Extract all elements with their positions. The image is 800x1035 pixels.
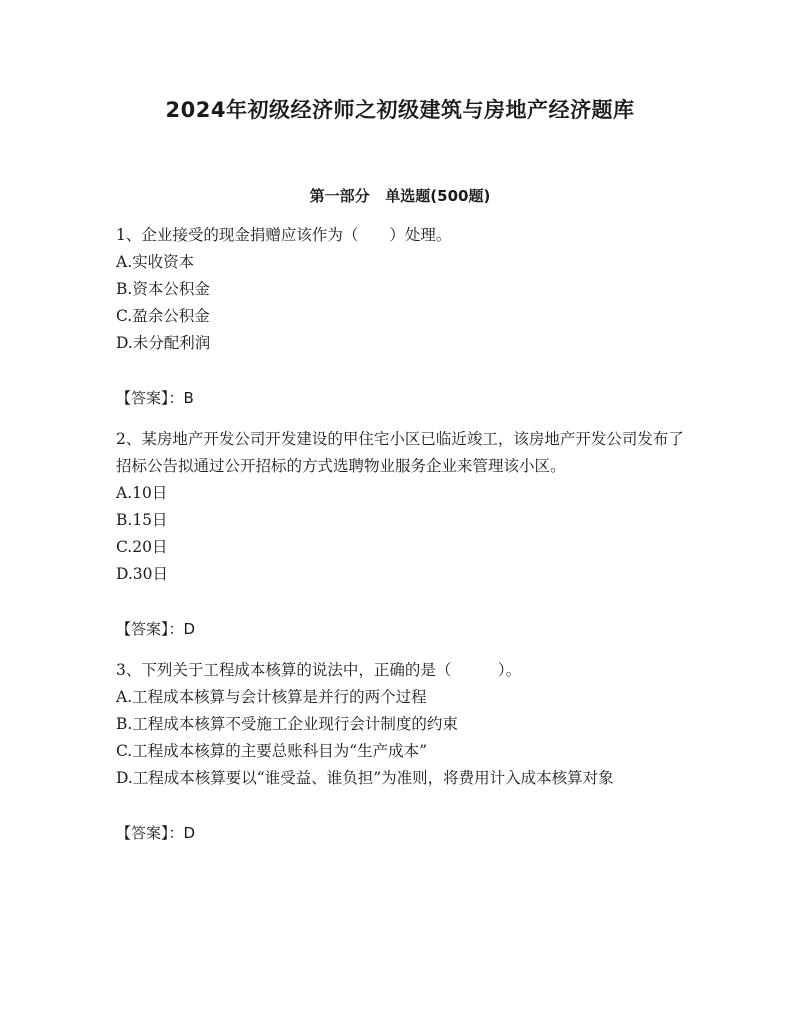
question-1 (116, 222, 686, 412)
option-c: C.工程成本核算的主要总账科目为“生产成本” (116, 742, 428, 760)
option-a: A.实收资本 (116, 253, 195, 271)
option-d: D.未分配利润 (116, 334, 211, 352)
option-d: D.工程成本核算要以“谁受益、谁负担”为准则，将费用计入成本核算对象 (116, 769, 614, 787)
option-b: B.工程成本核算不受施工企业现行会计制度的约束 (116, 715, 458, 733)
option-c: C.盈余公积金 (116, 307, 210, 325)
question-stem: 2、某房地产开发公司开发建设的甲住宅小区已临近竣工，该房地产开发公司发布了招标公告拟通过公开招标的方式选聘物业服务企业来管理该小区。 (116, 430, 684, 475)
question-list (116, 222, 686, 861)
section-title: 第一部分 单选题(500题) (309, 187, 491, 205)
option-a: A.10日 (116, 484, 168, 502)
answer-label: 【答案】：B (116, 389, 194, 407)
answer-label: 【答案】：D (116, 824, 196, 842)
answer-label: 【答案】：D (116, 620, 196, 638)
question-stem: 3、下列关于工程成本核算的说法中，正确的是（ ）。 (116, 661, 522, 679)
option-d: D.30日 (116, 565, 169, 583)
option-b: B.15日 (116, 511, 168, 529)
document-title: 2024年初级经济师之初级建筑与房地产经济题库 (165, 98, 635, 122)
option-a: A.工程成本核算与会计核算是并行的两个过程 (116, 688, 427, 706)
option-c: C.20日 (116, 538, 168, 556)
question-2 (116, 426, 686, 643)
question-3 (116, 657, 686, 847)
question-stem: 1、企业接受的现金捐赠应该作为（ ）处理。 (116, 226, 452, 244)
option-b: B.资本公积金 (116, 280, 210, 298)
